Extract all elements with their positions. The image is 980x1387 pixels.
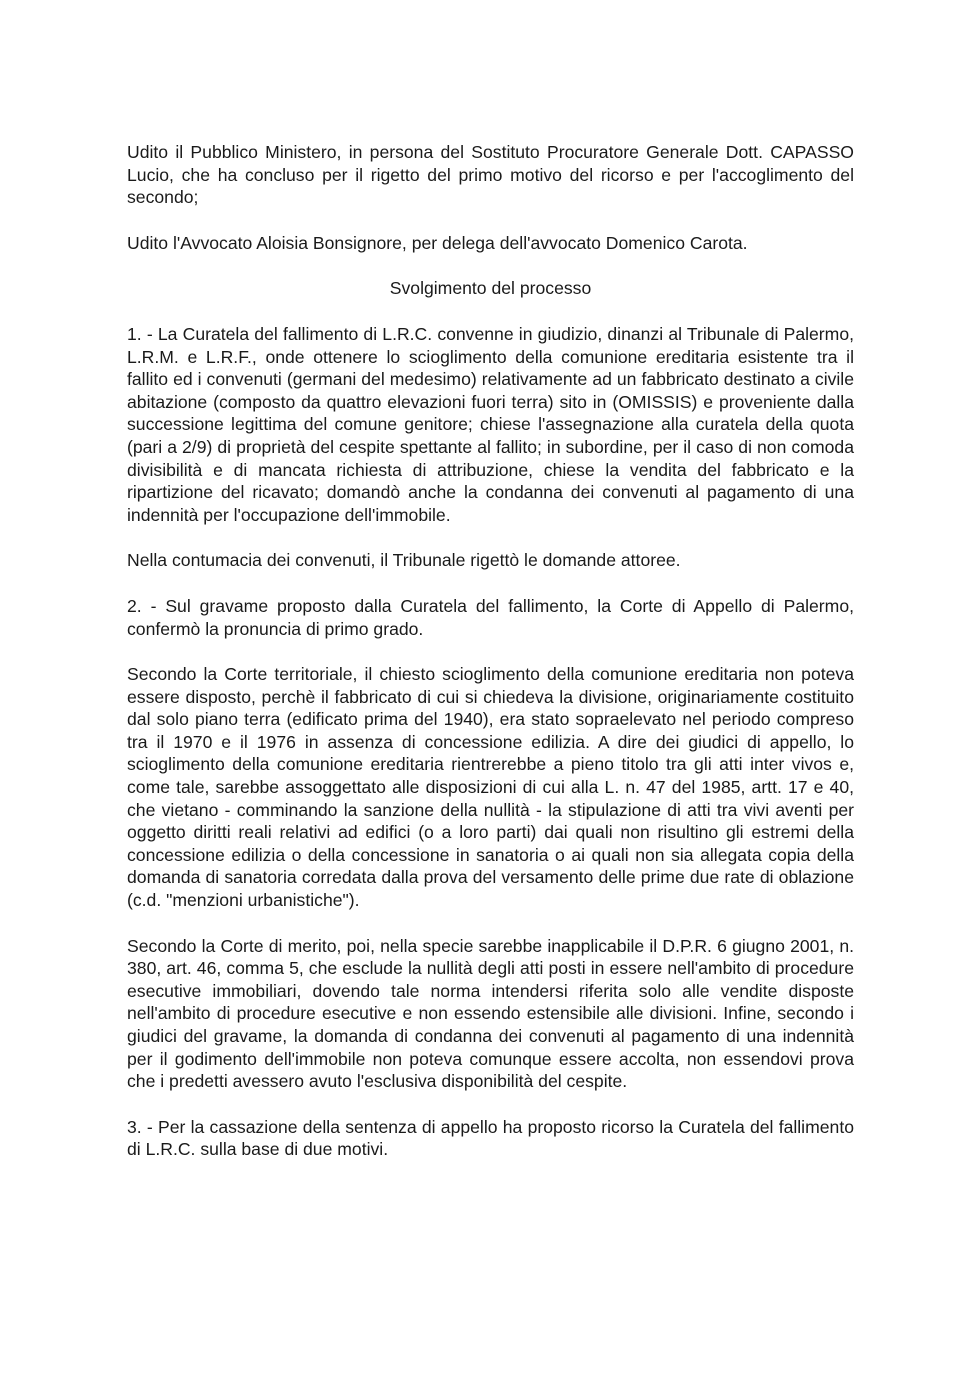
document-page <box>127 141 854 1184</box>
paragraph-contumacia: Nella contumacia dei convenuti, il Tribunale rigettò le domande attoree. <box>127 550 681 571</box>
section-heading: Svolgimento del processo <box>389 278 592 299</box>
paragraph-pubblico-ministero: Udito il Pubblico Ministero, in persona del Sostituto Procuratore Generale Dott. CAPASSO Lucio, che ha concluso per il rigetto del primo motivo del ricorso e per l'accoglimento del secondo; <box>127 142 854 208</box>
paragraph-point-3: 3. - Per la cassazione della sentenza di appello ha proposto ricorso la Curatela del fallimento di L.R.C. sulla base di due motivi. <box>127 1116 854 1160</box>
paragraph-point-1: 1. - La Curatela del fallimento di L.R.C. convenne in giudizio, dinanzi al Tribunale di Palermo, L.R.M. e L.R.F., onde ottenere lo scioglimento della comunione ereditaria esistente tra il fallito ed i convenuti (germani del medesimo) relativamente ad un fabbricato destinato a civile abitazione (composto da quattro elevazioni fuori terra) sito in (OMISSIS) e proveniente dalla successione legittima del comune genitore; chiese l'assegnazione alla curatela della quota (pari a 2/9) di proprietà del cespite spettante al fallito; in subordine, per il caso di non comoda divisibilità e di mancata richiesta di attribuzione, chiese la vendita del fabbricato e la ripartizione del ricavato; domandò anche la condanna dei convenuti al pagamento di una indennità per l'occupazione dell'immobile. <box>127 323 854 525</box>
paragraph-avvocato: Udito l'Avvocato Aloisia Bonsignore, per delega dell'avvocato Domenico Carota. <box>127 232 748 253</box>
paragraph-point-2: 2. - Sul gravame proposto dalla Curatela del fallimento, la Corte di Appello di Palermo, confermò la pronuncia di primo grado. <box>127 595 854 639</box>
paragraph-corte-di-merito: Secondo la Corte di merito, poi, nella specie sarebbe inapplicabile il D.P.R. 6 giugno 2001, n. 380, art. 46, comma 5, che esclude la nullità degli atti posti in essere nell'ambito di procedure esecutive immobiliari, dovendo tale norma intendersi riferita solo alle vendite disposte nell'ambito di procedure esecutive e non essendo estensibile alle divisioni. Infine, secondo i giudici del gravame, la domanda di condanna dei convenuti al pagamento di una indennità per il godimento dell'immobile non poteva comunque essere accolta, non essendovi prova che i predetti avessero avuto l'esclusiva disponibilità del cespite. <box>127 935 854 1092</box>
paragraph-corte-territoriale: Secondo la Corte territoriale, il chiesto scioglimento della comunione ereditaria non poteva essere disposto, perchè il fabbricato di cui si chiedeva la divisione, originariamente costituito dal solo piano terra (edificato prima del 1940), era stato sopraelevato nel periodo compreso tra il 1970 e il 1976 in assenza di concessione edilizia. A dire dei giudici di appello, lo scioglimento della comunione ereditaria rientrerebbe a pieno titolo tra gli atti inter vivos e, come tale, sarebbe assoggettato alle disposizioni di cui alla L. n. 47 del 1985, artt. 17 e 40, che vietano - comminando la sanzione della nullità - la stipulazione di atti tra vivi aventi per oggetto diritti reali relativi ad edifici (o a loro parti) dai quali non risultino gli estremi della concessione edilizia o della concessione in sanatoria o ai quali non sia allegata copia della domanda di sanatoria corredata dalla prova del versamento delle prime due rate di oblazione (c.d. "menzioni urbanistiche"). <box>127 664 854 911</box>
